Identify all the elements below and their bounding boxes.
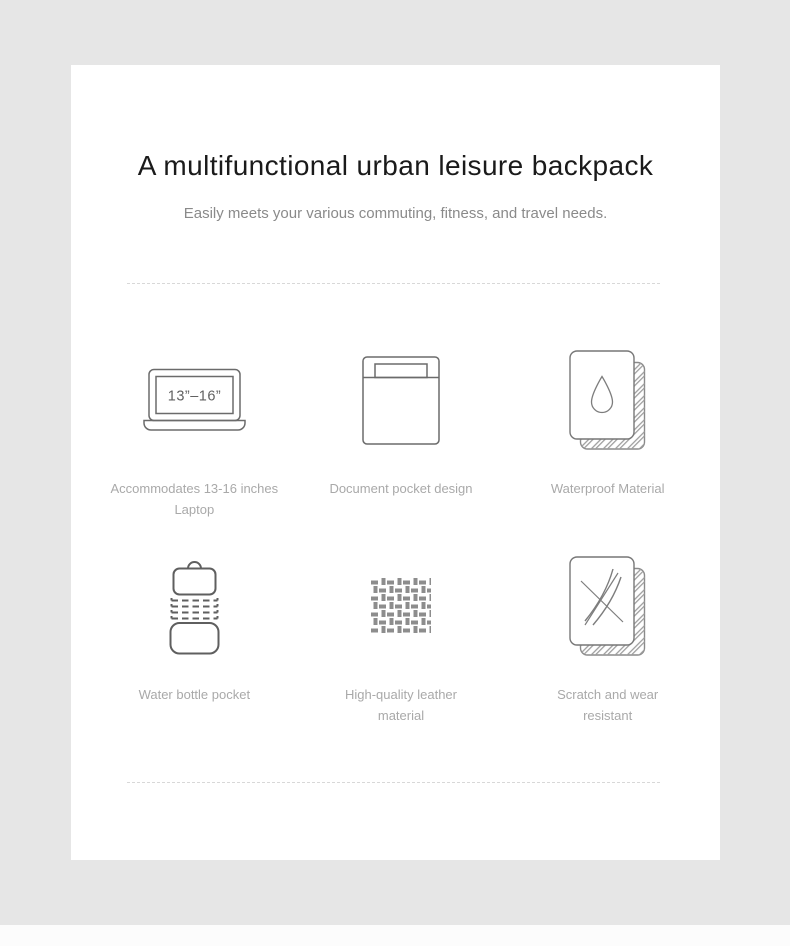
page-subtitle: Easily meets your various commuting, fitness, and travel needs. <box>183 205 608 222</box>
bottom-divider <box>127 782 660 783</box>
feature-label: Water bottle pocket <box>138 687 251 702</box>
feature-laptop <box>91 344 298 520</box>
feature-leather <box>298 550 505 726</box>
leather-weave-icon <box>371 550 431 662</box>
feature-label: Document pocket design <box>329 481 473 496</box>
feature-label: High-quality leather material <box>344 687 457 723</box>
page-bottom-strip <box>0 925 790 946</box>
laptop-icon <box>142 344 247 456</box>
features-grid <box>71 344 720 726</box>
feature-scratch-resistant <box>504 550 711 726</box>
feature-label: Accommodates 13-16 inches Laptop <box>110 481 279 517</box>
feature-label: Waterproof Material <box>550 481 665 496</box>
laptop-size-text: 13”–16” <box>167 388 222 405</box>
scratch-resistant-icon <box>569 550 647 662</box>
feature-waterproof <box>504 344 711 520</box>
feature-label: Scratch and wear resistant <box>557 687 659 723</box>
water-bottle-icon <box>168 550 221 662</box>
feature-document-pocket <box>298 344 505 520</box>
document-pocket-icon <box>362 344 440 456</box>
feature-card <box>71 65 720 860</box>
waterproof-icon <box>569 344 647 456</box>
top-divider <box>127 283 660 284</box>
page-title: A multifunctional urban leisure backpack <box>137 150 654 181</box>
feature-water-bottle <box>91 550 298 726</box>
